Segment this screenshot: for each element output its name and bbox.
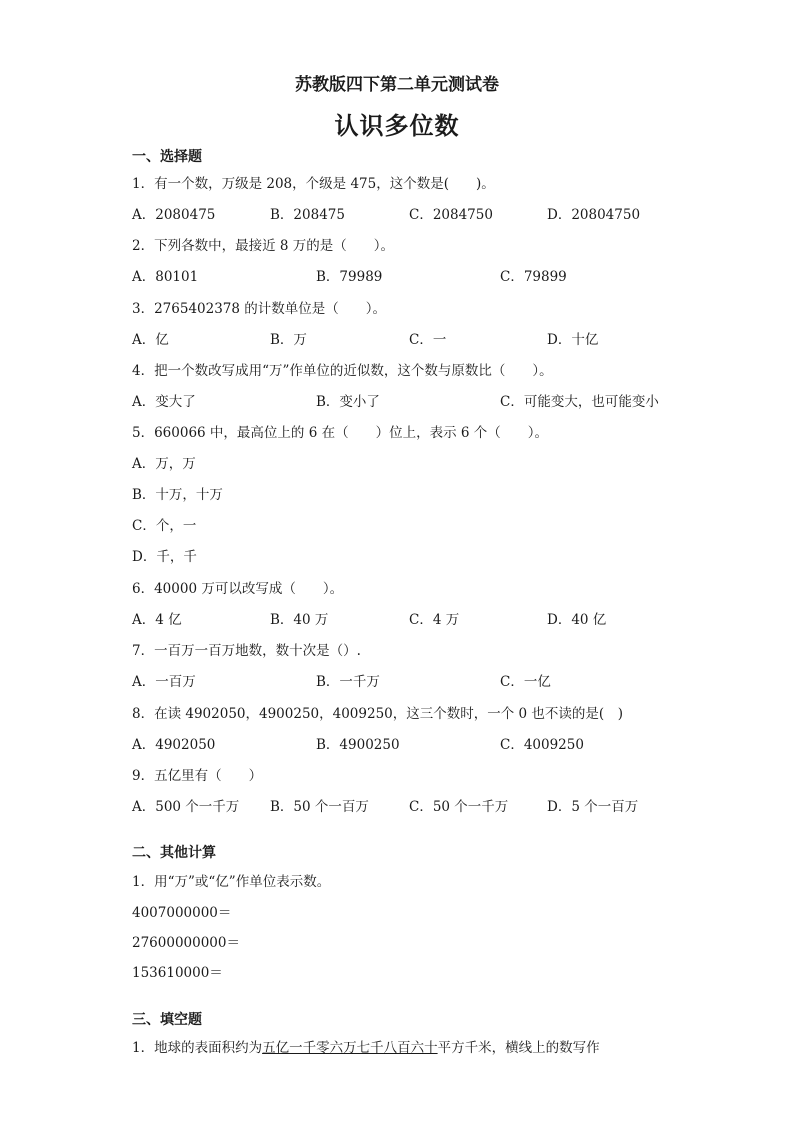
calc-item-3: 153610000＝ — [132, 965, 223, 981]
q3-option-a: A．亿 — [132, 332, 169, 348]
paper-title: 苏教版四下第二单元测试卷 — [295, 75, 499, 95]
calc-item-1: 4007000000＝ — [132, 905, 232, 921]
question-8: 8．在读 4902050，4900250，4009250，这三个数时，一个 0 也不读的是( ) — [132, 706, 623, 722]
q8-option-b: B．4900250 — [316, 737, 400, 753]
q9-option-b: B．50 个一百万 — [270, 799, 369, 815]
q8-option-c: C．4009250 — [500, 737, 584, 753]
question-5: 5．660066 中，最高位上的 6 在（ ）位上，表示 6 个（ ）。 — [132, 425, 549, 441]
q5-option-c: C．个，一 — [132, 518, 197, 534]
question-7: 7．一百万一百万地数，数十次是（）. — [132, 643, 361, 659]
q9-option-d: D．5 个一百万 — [547, 799, 639, 815]
q2-option-a: A．80101 — [132, 269, 199, 285]
section-heading-choice: 一、选择题 — [132, 149, 202, 165]
q4-option-c: C．可能变大，也可能变小 — [500, 394, 659, 410]
fill-question-1 — [132, 1036, 600, 1056]
calc-question-1: 1．用“万”或“亿”作单位表示数。 — [132, 874, 331, 890]
q2-option-c: C．79899 — [500, 269, 567, 285]
calc-item-2: 27600000000＝ — [132, 935, 240, 951]
section-heading-calculation: 二、其他计算 — [132, 845, 216, 861]
q3-option-d: D．十亿 — [547, 332, 599, 348]
q3-option-c: C．一 — [409, 332, 447, 348]
fill-q1-suffix: 平方千米，横线上的数写作 — [437, 1040, 600, 1056]
question-3: 3．2765402378 的计数单位是（ ）。 — [132, 301, 387, 317]
q1-option-c: C．2084750 — [409, 207, 493, 223]
section-heading-fill-blank: 三、填空题 — [132, 1012, 202, 1028]
q4-option-b: B．变小了 — [316, 394, 380, 410]
fill-q1-underlined-number: 五亿一千零六万七千八百六十 — [262, 1040, 438, 1056]
question-1: 1．有一个数，万级是 208，个级是 475，这个数是( )。 — [132, 176, 495, 192]
q2-option-b: B．79989 — [316, 269, 383, 285]
question-4: 4．把一个数改写成用“万”作单位的近似数，这个数与原数比（ ）。 — [132, 363, 553, 379]
q1-option-b: B．208475 — [270, 207, 345, 223]
question-9: 9．五亿里有（ ） — [132, 768, 263, 784]
q6-option-c: C．4 万 — [409, 612, 460, 628]
question-2: 2．下列各数中，最接近 8 万的是（ ）。 — [132, 238, 395, 254]
q6-option-d: D．40 亿 — [547, 612, 607, 628]
q7-option-c: C．一亿 — [500, 674, 551, 690]
q1-option-d: D．20804750 — [547, 207, 641, 223]
q6-option-a: A．4 亿 — [132, 612, 182, 628]
q3-option-b: B．万 — [270, 332, 307, 348]
q8-option-a: A．4902050 — [132, 737, 216, 753]
q6-option-b: B．40 万 — [270, 612, 329, 628]
q5-option-b: B．十万，十万 — [132, 487, 223, 503]
q4-option-a: A．变大了 — [132, 394, 196, 410]
q5-option-a: A．万，万 — [132, 456, 196, 472]
q7-option-a: A．一百万 — [132, 674, 196, 690]
q5-option-d: D．千，千 — [132, 549, 197, 565]
q9-option-a: A．500 个一千万 — [132, 799, 240, 815]
paper-subtitle: 认识多位数 — [334, 111, 460, 140]
question-6: 6．40000 万可以改写成（ ）。 — [132, 581, 344, 597]
q1-option-a: A．2080475 — [132, 207, 216, 223]
q7-option-b: B．一千万 — [316, 674, 380, 690]
q9-option-c: C．50 个一千万 — [409, 799, 509, 815]
fill-q1-prefix: 1．地球的表面积约为 — [132, 1040, 263, 1056]
